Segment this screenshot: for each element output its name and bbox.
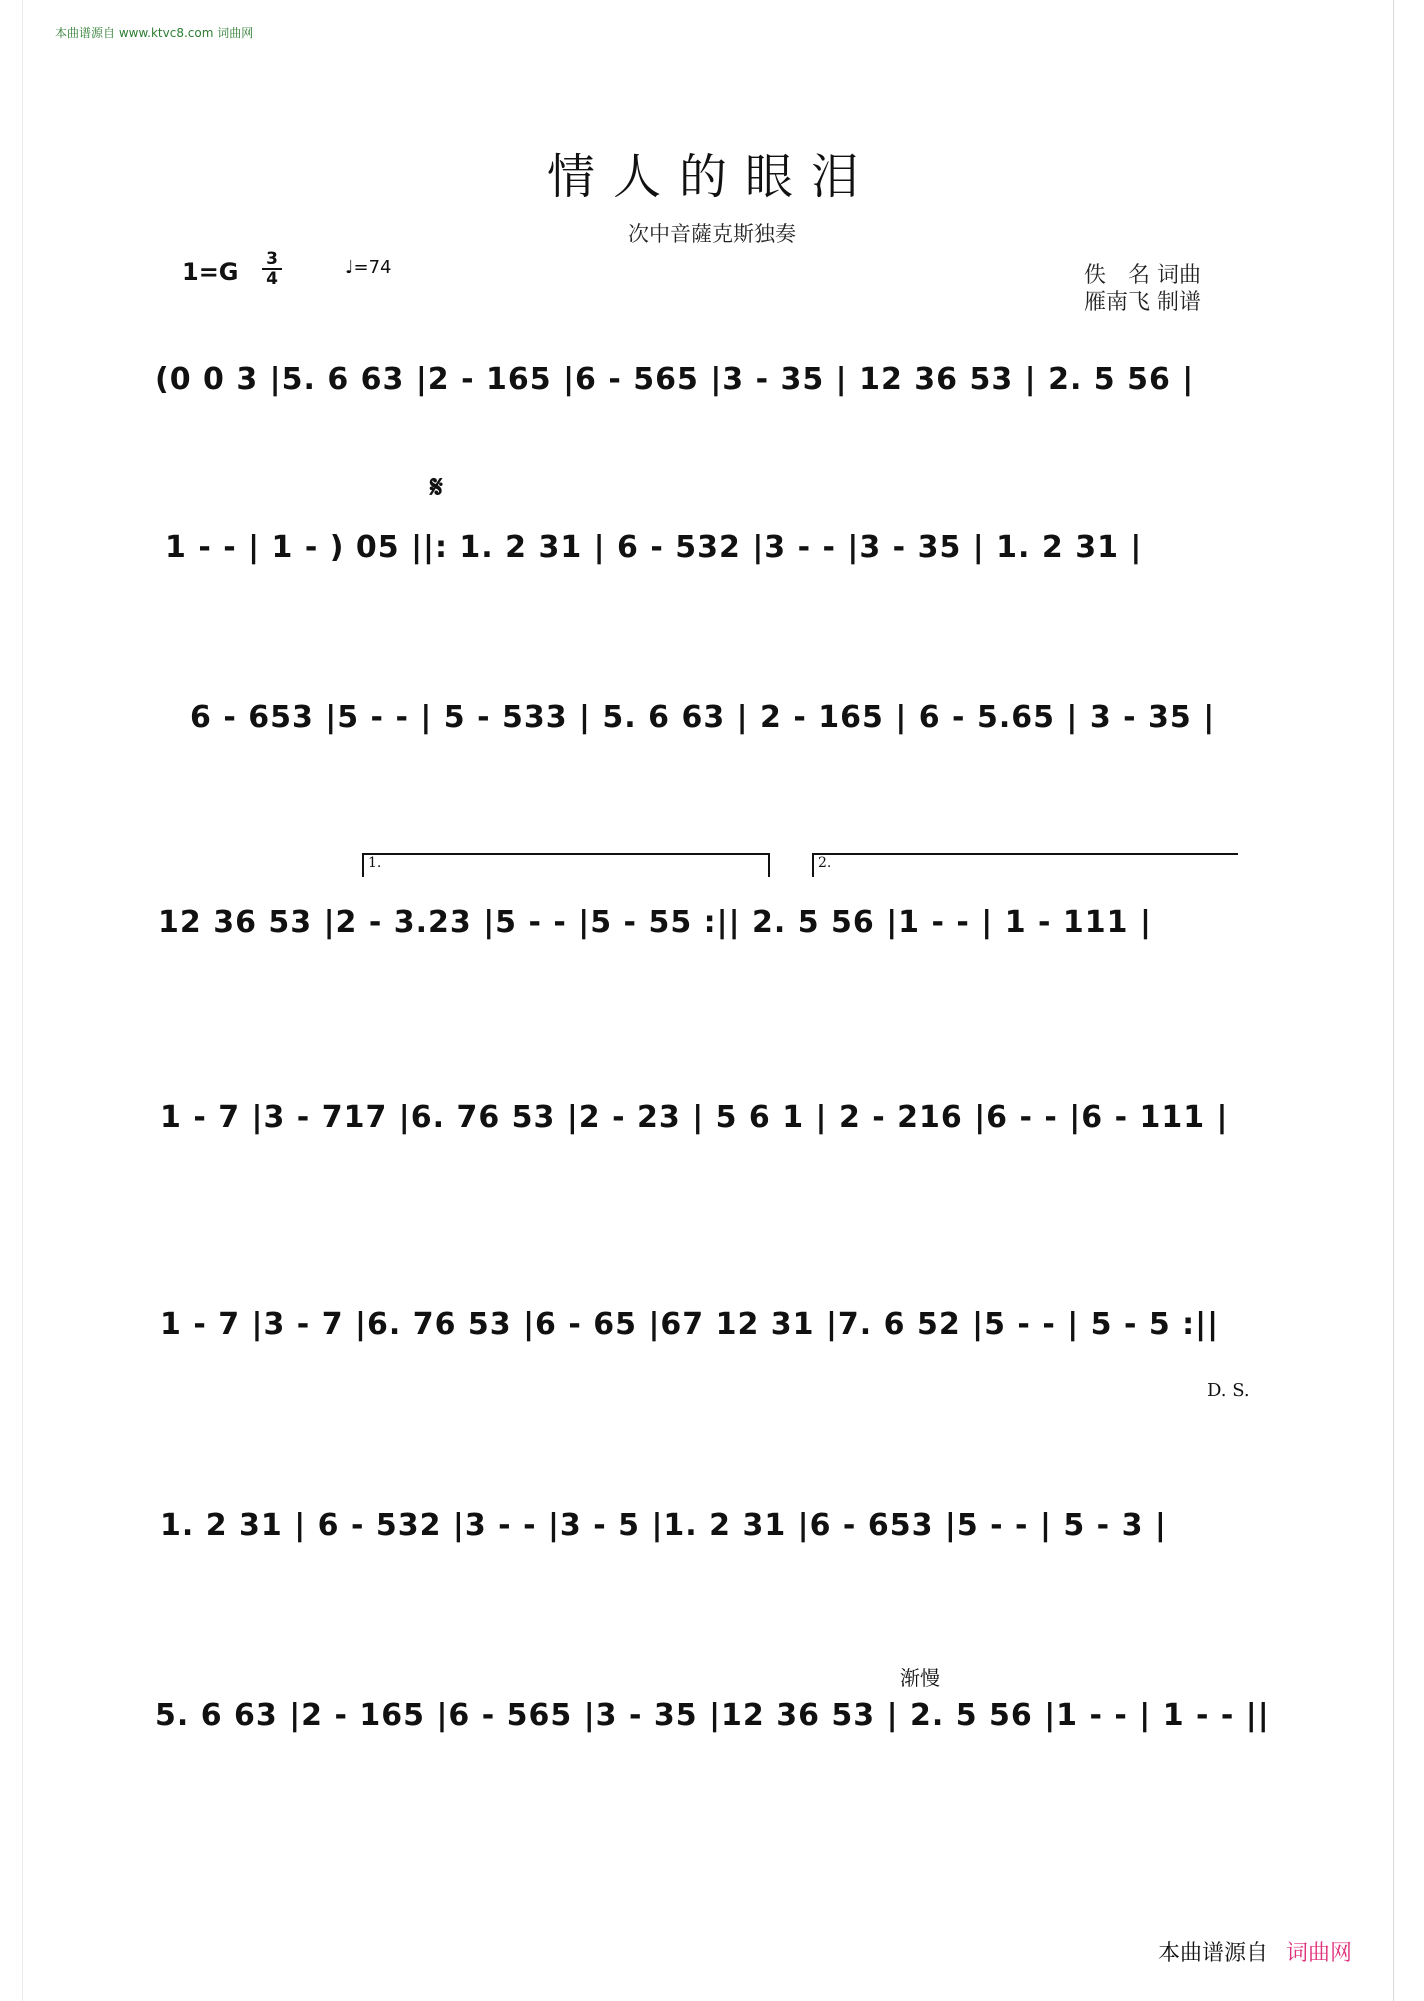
page-left-rule [22, 0, 23, 2001]
segno-sign: 𝄋 [430, 470, 443, 505]
time-signature [262, 250, 282, 288]
key-signature [182, 258, 239, 286]
credits-lyrics-music: 佚 名 词曲 [1084, 263, 1201, 288]
song-title: 情人的眼泪 [546, 149, 877, 205]
page-right-rule [1393, 0, 1394, 2001]
score-line-8: 5. 6 63 |2 - 165 |6 - 565 |3 - 35 |12 36 53 | 2. 5 56 |1 - - | 1 - - || [155, 1698, 1270, 1733]
score-line-3: 6 - 653 |5 - - | 5 - 533 | 5. 6 63 | 2 - 165 | 6 - 5.65 | 3 - 35 | [190, 700, 1216, 735]
volta-second-ending: 2. [812, 853, 1238, 877]
footer-credit [1158, 1936, 1352, 1967]
tempo-mark: ♩=74 [345, 257, 392, 278]
score-line-6: 1 - 7 |3 - 7 |6. 76 53 |6 - 65 |67 12 31 |7. 6 52 |5 - - | 5 - 5 :|| [160, 1307, 1220, 1342]
dal-segno-mark: D. S. [1207, 1380, 1250, 1401]
score-line-2: 1 - - | 1 - ) 05 ||: 1. 2 31 | 6 - 532 |3 - - |3 - 35 | 1. 2 31 | [165, 530, 1143, 565]
footer-brand[interactable]: 词曲网 [1286, 1941, 1353, 1966]
song-subtitle: 次中音薩克斯独奏 [628, 222, 796, 246]
footer-prefix: 本曲谱源自 [1158, 1941, 1269, 1966]
score-line-5: 1 - 7 |3 - 717 |6. 76 53 |2 - 23 | 5 6 1 | 2 - 216 |6 - - |6 - 111 | [160, 1100, 1229, 1135]
credits [1084, 262, 1201, 316]
time-numerator: 3 [266, 249, 278, 269]
score-line-7: 1. 2 31 | 6 - 532 |3 - - |3 - 5 |1. 2 31 |6 - 653 |5 - - | 5 - 3 | [160, 1508, 1167, 1543]
score-line-1: (0 0 3 |5. 6 63 |2 - 165 |6 - 565 |3 - 35 | 12 36 53 | 2. 5 56 | [155, 362, 1195, 397]
ritardando-mark: 渐慢 [900, 1666, 940, 1690]
credits-arranger: 雁南飞 制谱 [1084, 290, 1201, 315]
volta-first-ending: 1. [362, 853, 770, 877]
key-text: 1=G [182, 258, 239, 286]
score-line-4: 12 36 53 |2 - 3.23 |5 - - |5 - 55 :|| 2. 5 56 |1 - - | 1 - 111 | [158, 905, 1152, 940]
source-note: 本曲谱源自 www.ktvc8.com 词曲网 [55, 26, 254, 40]
time-denominator: 4 [262, 268, 282, 288]
